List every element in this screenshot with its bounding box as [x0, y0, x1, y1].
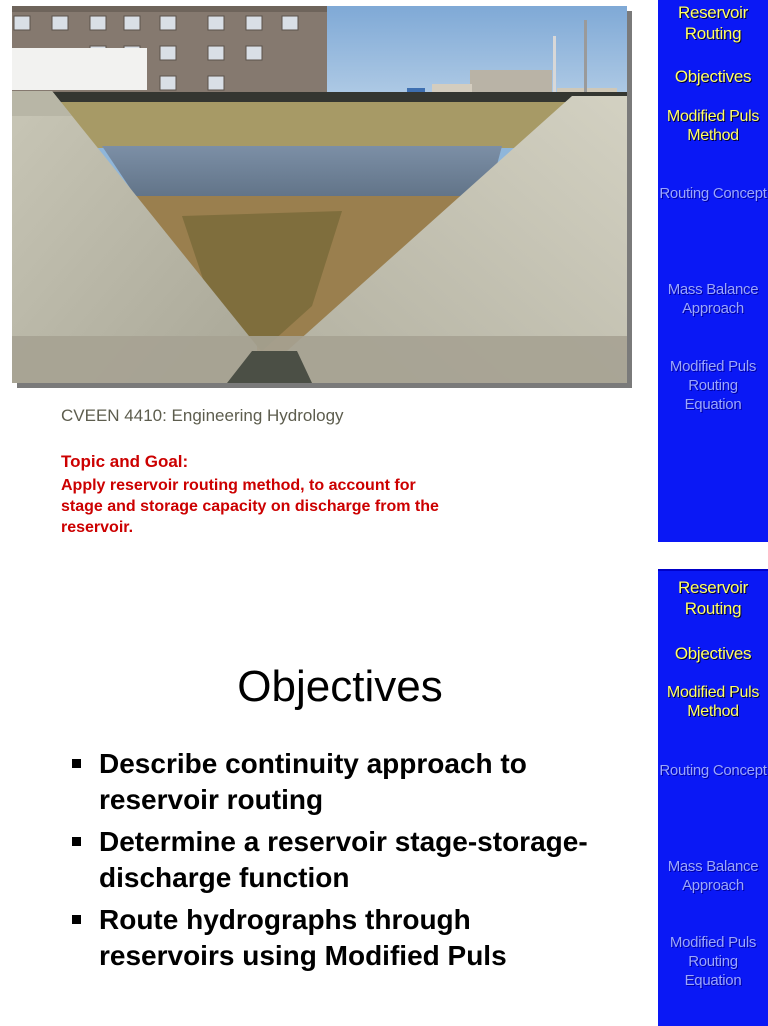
slide-title: Objectives: [237, 662, 443, 711]
sidebar-item-modified-puls-method[interactable]: Modified Puls Method: [666, 684, 760, 720]
bullet-text: Route hydrographs through reservoirs using Modified Puls: [99, 904, 507, 971]
sidebar-item-routing-concept[interactable]: Routing Concept: [659, 762, 767, 779]
objectives-list: [70, 746, 590, 980]
bullet-text: Describe continuity approach to reservoir routing: [99, 748, 527, 815]
sidebar-item-modified-puls-routing-equation[interactable]: Modified Puls Routing Equation: [669, 934, 757, 989]
bullet-square-icon: [72, 915, 81, 924]
bullet-square-icon: [72, 759, 81, 768]
sidebar-slide-1: [658, 0, 768, 542]
sidebar-item-mass-balance-approach[interactable]: Mass Balance Approach: [667, 858, 759, 894]
sidebar-item-objectives[interactable]: Objectives: [674, 644, 752, 663]
sidebar-item-routing-concept[interactable]: Routing Concept: [659, 185, 767, 202]
sidebar-item-modified-puls-method[interactable]: Modified Puls Method: [666, 108, 760, 144]
list-item: [70, 902, 590, 974]
sidebar-item-objectives[interactable]: Objectives: [674, 67, 752, 86]
bullet-text: Determine a reservoir stage-storage-discharge function: [99, 826, 588, 893]
reservoir-outlet-photo: [12, 6, 627, 383]
goal-heading: Topic and Goal:: [61, 452, 189, 471]
list-item: [70, 824, 590, 896]
sidebar-item-modified-puls-routing-equation[interactable]: Modified Puls Routing Equation: [669, 358, 757, 413]
goal-description: Apply reservoir routing method, to account for stage and storage capacity on discharge from the reservoir.: [61, 477, 439, 536]
sidebar-item-reservoir-routing[interactable]: Reservoir Routing: [677, 578, 749, 618]
sidebar-item-mass-balance-approach[interactable]: Mass Balance Approach: [667, 281, 759, 317]
bullet-square-icon: [72, 837, 81, 846]
sidebar-item-reservoir-routing[interactable]: Reservoir Routing: [677, 3, 749, 43]
list-item: [70, 746, 590, 818]
sidebar-slide-2: [658, 569, 768, 1026]
course-title: CVEEN 4410: Engineering Hydrology: [61, 406, 344, 425]
